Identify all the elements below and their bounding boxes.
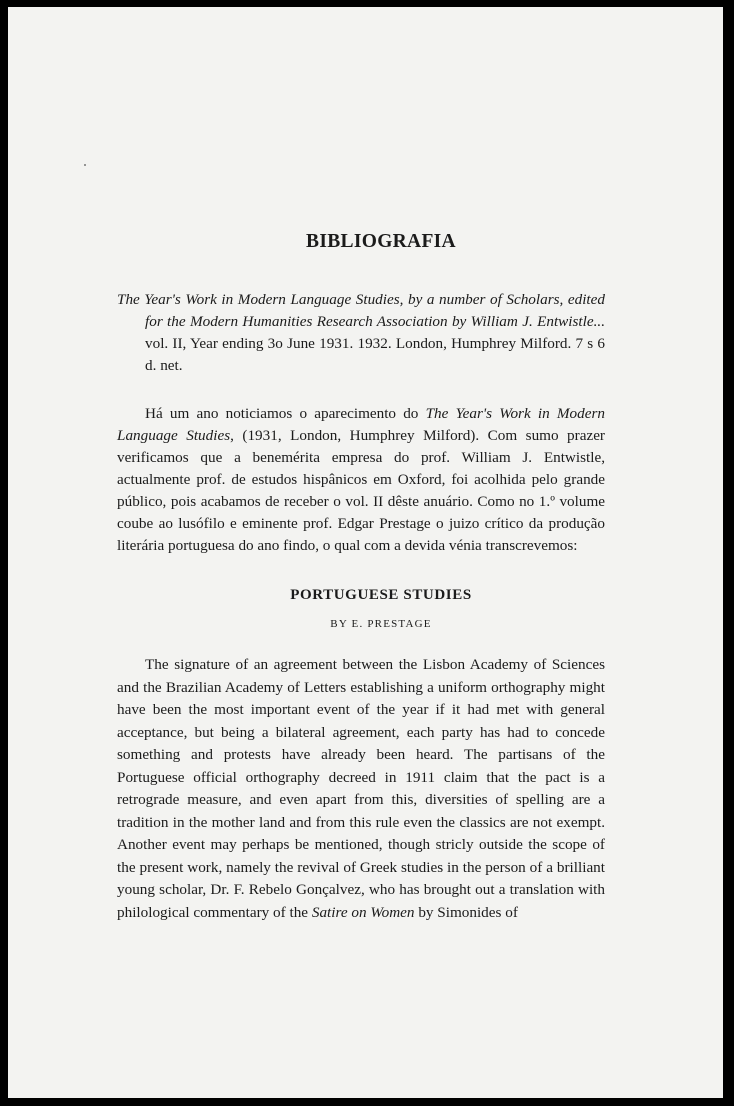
review-text-1: Há um ano noticiamos o aparecimento do: [145, 405, 426, 422]
english-italic-title: Satire on Women: [311, 903, 415, 921]
english-text-2: by Simonides of: [414, 903, 518, 921]
review-paragraph: [117, 403, 605, 557]
section-byline: BY E. PRESTAGE: [330, 618, 432, 630]
scanned-page: [8, 7, 723, 1098]
citation-details: vol. II, Year ending 3o June 1931. 1932. London, Humphrey Milford. 7 s 6 d. net.: [145, 335, 605, 374]
english-text-1: The signature of an agreement between the Lisbon Academy of Sciences and the Brazilian Academy of Letters establishing a uniform orthography might have been the most important event of the year if it had met with general acceptance, but being a bilateral agreement, each party has had to concede something and protests have already been heard. The partisans of the Portuguese official orthography decreed in 1911 claim that the pact is a retrograde measure, and even apart from this, diversities of spelling are a tradition in the mother land and from this rule even the classics are not exempt. Another event may perhaps be mentioned, though stricly outside the scope of the present work, namely the revival of Greek studies in the person of a brilliant young scholar, Dr. F. Rebelo Gonçalvez, who has brought out a translation with philological commentary of the: [117, 656, 605, 921]
section-title: PORTUGUESE STUDIES: [290, 587, 472, 603]
scan-speck: [84, 164, 86, 166]
review-text-2: , (1931, London, Humphrey Milford). Com sumo prazer verificamos que a benemérita empresa do prof. William J. Entwistle, actualmente prof. de estudos hispânicos em Oxford, foi acolhida pelo grande público, pois acabamos de receber o vol. II dêste anuário. Como no 1.º volume coube ao lusófilo e eminente prof. Edgar Prestage o juizo crítico da produção literária portuguesa do ano findo, o qual com a devida vénia transcrevemos:: [117, 427, 605, 554]
review-italic-title: The Year's Work in Modern Language Studies: [117, 405, 605, 444]
book-citation: [117, 289, 605, 377]
english-paragraph: [117, 654, 605, 924]
citation-title: The Year's Work in Modern Language Studies, by a number of Scholars, edited for the Modern Humanities Research Association by William J. Entwistle...: [117, 291, 605, 330]
page-content: [117, 231, 605, 924]
page-title: BIBLIOGRAFIA: [306, 231, 456, 252]
